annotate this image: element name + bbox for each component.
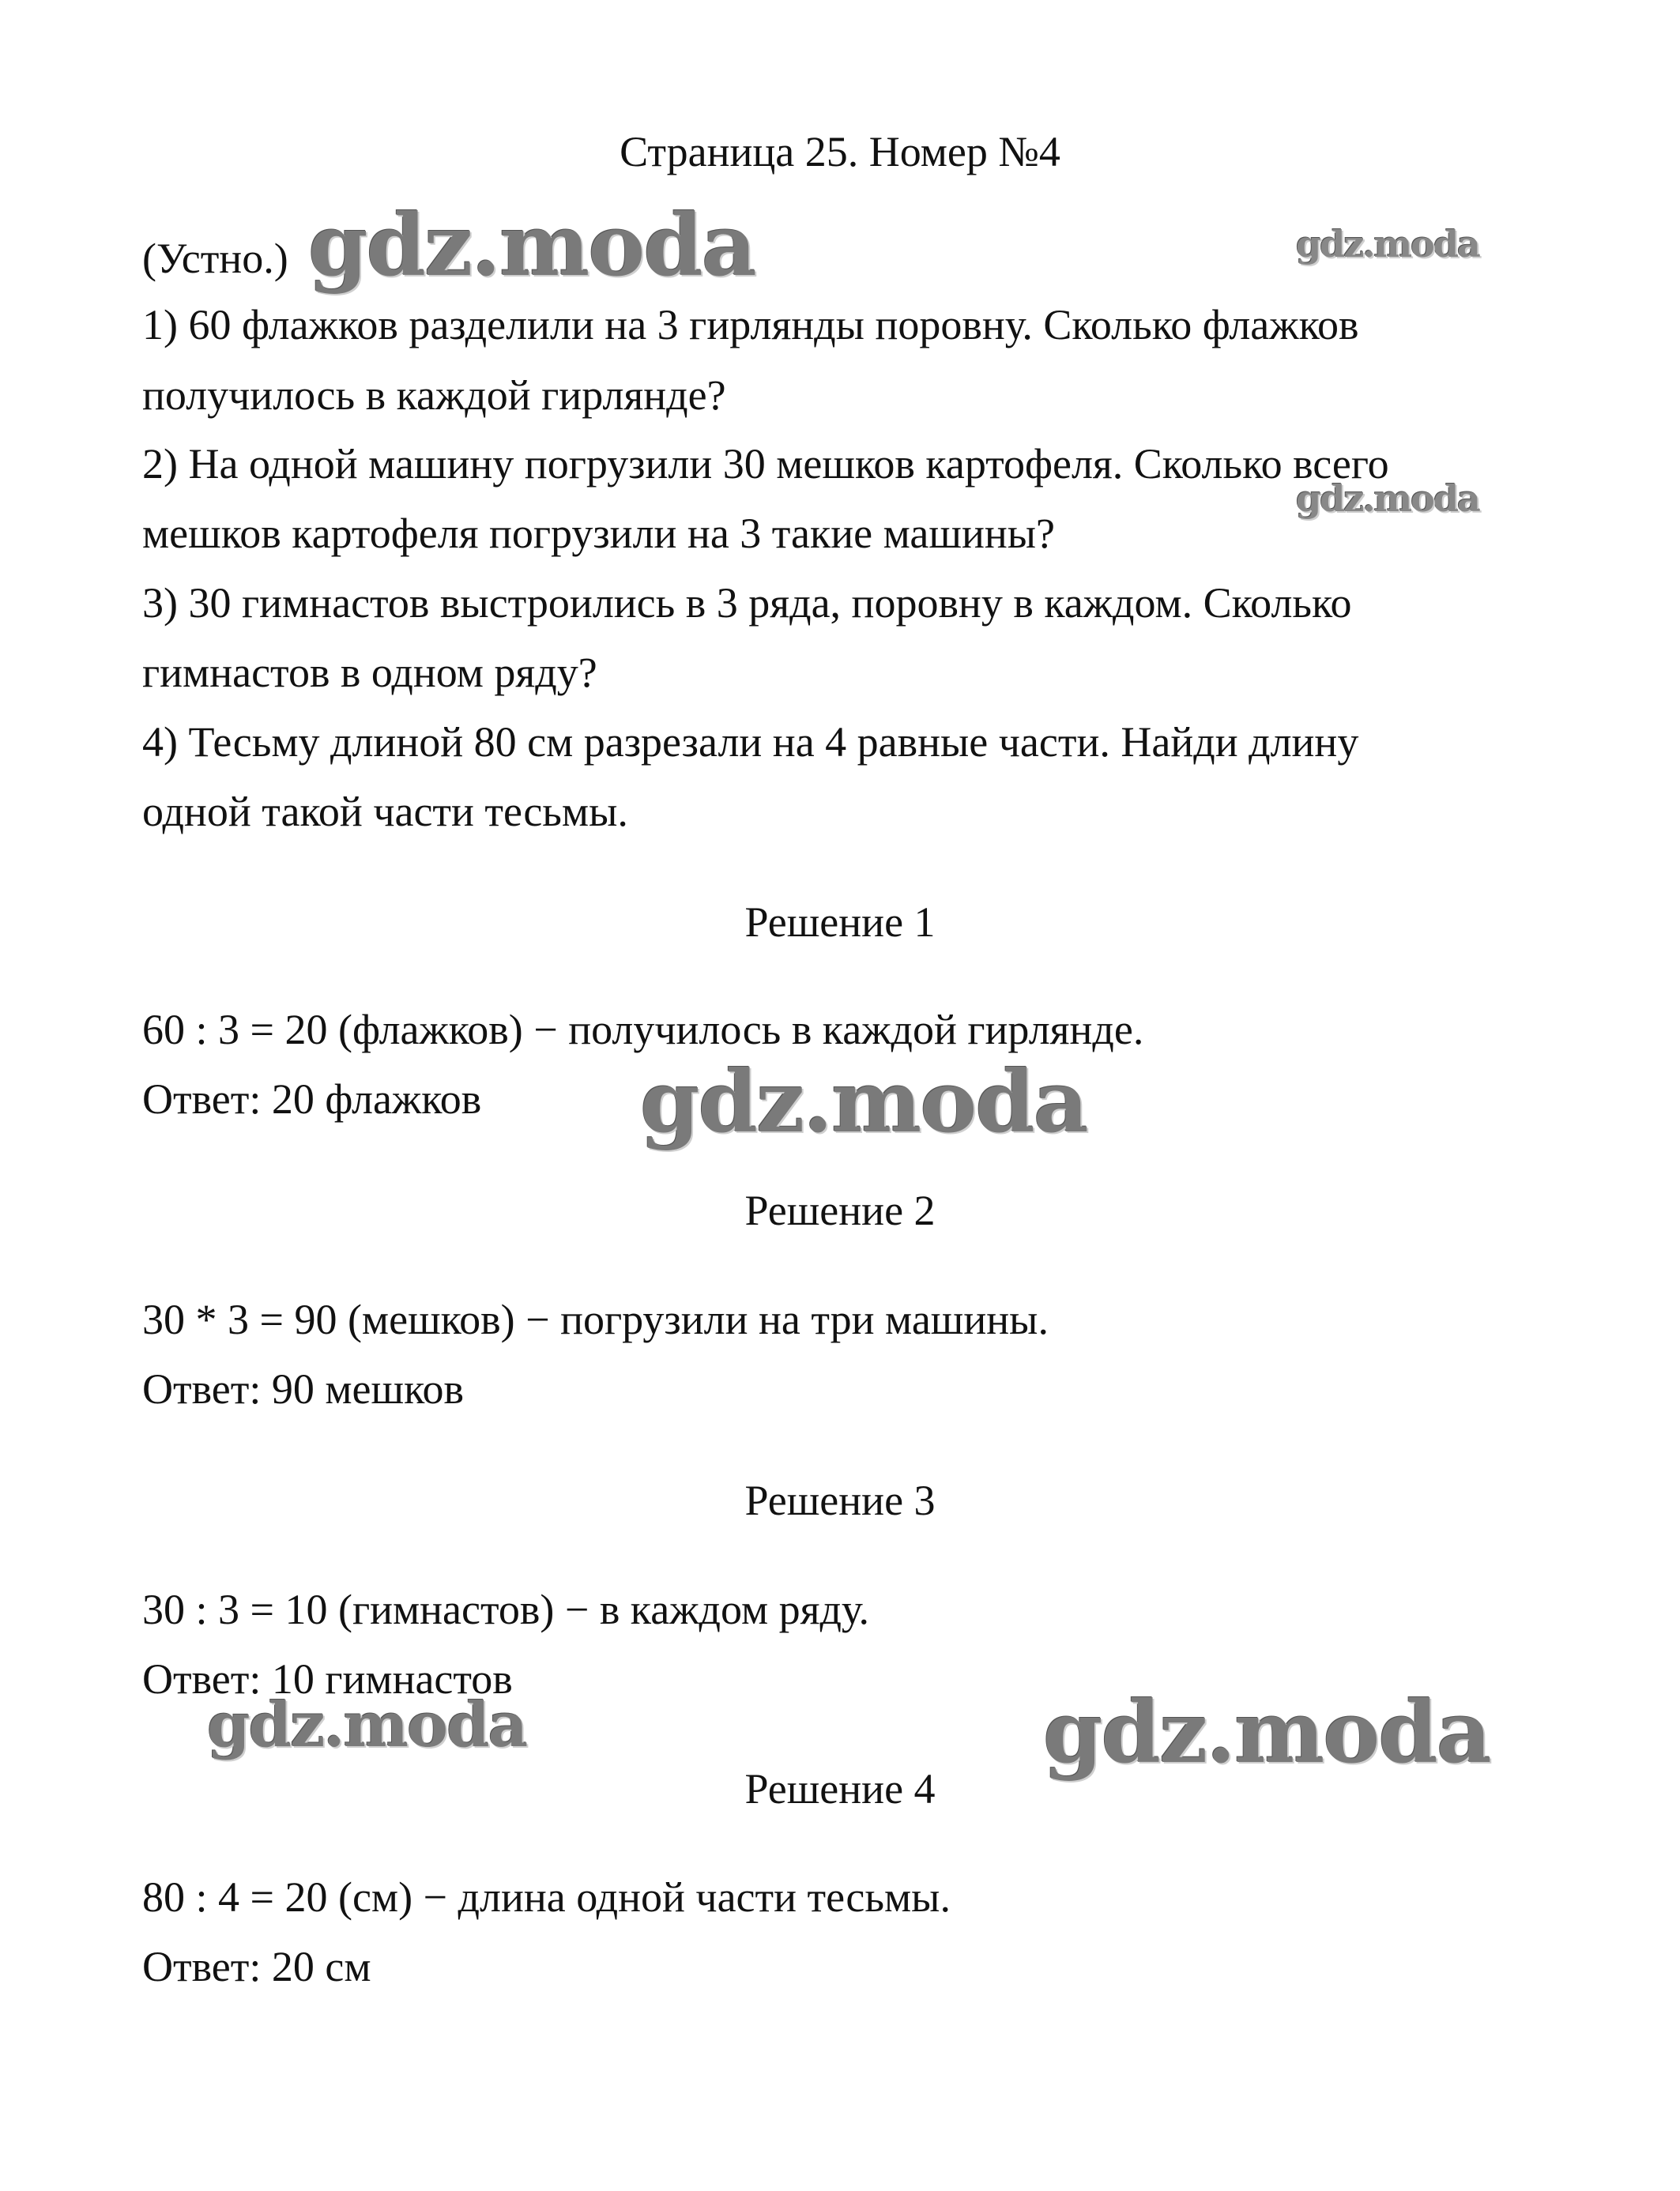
- watermark-logo: gdz.moda: [640, 1052, 1087, 1152]
- watermark-logo: gdz.moda: [207, 1689, 527, 1761]
- solution-1-heading: Решение 1: [744, 898, 936, 946]
- task-line-8: одной такой части тесьмы.: [142, 788, 628, 835]
- task-line-6: гимнастов в одном ряду?: [142, 649, 597, 696]
- solution-4-heading: Решение 4: [744, 1765, 936, 1813]
- solution-3-heading: Решение 3: [744, 1477, 936, 1524]
- solution-2-calc: 30 * 3 = 90 (мешков) − погрузили на три машины.: [142, 1296, 1049, 1343]
- solution-3-answer: Ответ: 10 гимнастов: [142, 1655, 513, 1703]
- solution-4-answer: Ответ: 20 см: [142, 1943, 371, 1990]
- watermark-logo: gdz.moda: [1043, 1683, 1490, 1783]
- task-line-1: 1) 60 флажков разделили на 3 гирлянды поровну. Сколько флажков: [142, 301, 1359, 348]
- task-line-2: получилось в каждой гирлянде?: [142, 371, 726, 419]
- solution-3-calc: 30 : 3 = 10 (гимнастов) − в каждом ряду.: [142, 1586, 870, 1633]
- task-note: (Устно.): [142, 235, 288, 282]
- watermark-logo: gdz.moda: [1296, 223, 1479, 265]
- page-title: Страница 25. Номер №4: [620, 128, 1060, 175]
- task-line-7: 4) Тесьму длиной 80 см разрезали на 4 равные части. Найди длину: [142, 718, 1359, 766]
- task-line-3: 2) На одной машину погрузили 30 мешков картофеля. Сколько всего: [142, 440, 1389, 488]
- solution-4-calc: 80 : 4 = 20 (см) − длина одной части тесьмы.: [142, 1873, 951, 1921]
- solution-1-answer: Ответ: 20 флажков: [142, 1075, 482, 1123]
- solution-2-heading: Решение 2: [744, 1187, 936, 1234]
- solution-2-answer: Ответ: 90 мешков: [142, 1365, 465, 1413]
- solution-1-calc: 60 : 3 = 20 (флажков) − получилось в каждой гирлянде.: [142, 1006, 1144, 1053]
- task-line-4: мешков картофеля погрузили на 3 такие машины?: [142, 510, 1056, 557]
- watermark-logo: gdz.moda: [1296, 477, 1479, 520]
- task-line-5: 3) 30 гимнастов выстроились в 3 ряда, поровну в каждом. Сколько: [142, 579, 1352, 627]
- watermark-logo: gdz.moda: [308, 196, 755, 296]
